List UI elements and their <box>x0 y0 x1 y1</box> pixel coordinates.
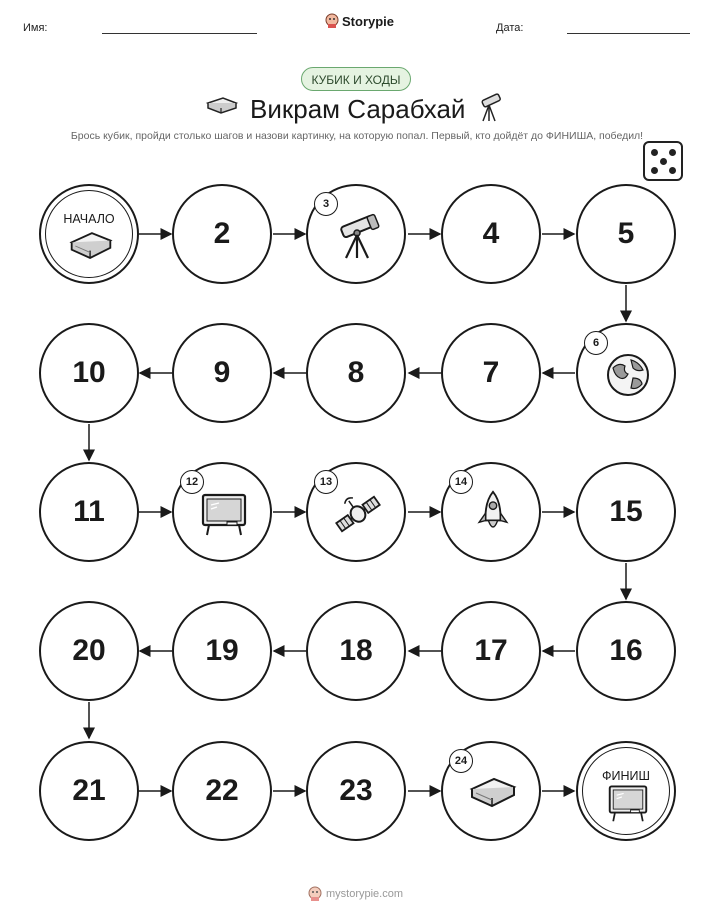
cell-number: 23 <box>339 774 373 807</box>
globe-icon <box>603 350 653 400</box>
picture-cell-14 <box>441 462 541 562</box>
number-cell-23 <box>306 741 406 841</box>
blackboard-icon <box>199 489 249 539</box>
number-cell-11 <box>39 462 139 562</box>
picture-cell-3 <box>306 184 406 284</box>
picture-cell-6 <box>576 323 676 423</box>
number-cell-4 <box>441 184 541 284</box>
book-icon <box>468 768 518 818</box>
cell-number: 7 <box>482 356 500 389</box>
number-cell-8 <box>306 323 406 423</box>
instructions-text: Брось кубик, пройди столько шагов и назови картинку, на которую попал. Первый, кто дойдёт до ФИНИША, победил! <box>70 130 644 142</box>
finish-label: ФИНИШ <box>602 769 650 783</box>
brand-name: Storypie <box>342 13 395 29</box>
cell-number: 10 <box>72 356 106 389</box>
number-cell-10 <box>39 323 139 423</box>
number-cell-18 <box>306 601 406 701</box>
blackboard-icon <box>605 783 651 823</box>
cell-number: 16 <box>609 634 643 667</box>
start-cell <box>39 184 139 284</box>
finish-cell <box>576 741 676 841</box>
number-cell-17 <box>441 601 541 701</box>
storypie-mascot-icon <box>308 886 322 902</box>
cell-number-badge: 12 <box>180 470 204 494</box>
book-icon <box>68 226 114 266</box>
cell-number-badge: 14 <box>449 470 473 494</box>
rocket-icon <box>468 489 518 539</box>
cell-number: 22 <box>205 774 239 807</box>
date-label: Дата: <box>496 22 524 34</box>
picture-cell-13 <box>306 462 406 562</box>
activity-badge: КУБИК И ХОДЫ <box>301 67 411 91</box>
number-cell-19 <box>172 601 272 701</box>
number-cell-7 <box>441 323 541 423</box>
cell-number: 5 <box>617 217 635 250</box>
cell-number: 11 <box>73 495 105 528</box>
cell-number: 2 <box>213 217 231 250</box>
picture-cell-24 <box>441 741 541 841</box>
number-cell-15 <box>576 462 676 562</box>
page-title: Викрам Сарабхай <box>250 94 466 124</box>
number-cell-16 <box>576 601 676 701</box>
cell-number-badge: 6 <box>584 331 608 355</box>
cell-number: 4 <box>482 217 500 250</box>
name-label: Имя: <box>23 22 48 34</box>
footer <box>308 886 403 902</box>
cell-number: 20 <box>72 634 106 667</box>
cell-number: 17 <box>474 634 508 667</box>
number-cell-22 <box>172 741 272 841</box>
satellite-icon <box>333 489 383 539</box>
number-cell-9 <box>172 323 272 423</box>
cell-number: 9 <box>213 356 231 389</box>
cell-number: 21 <box>72 774 106 807</box>
number-cell-21 <box>39 741 139 841</box>
cell-number: 18 <box>339 634 373 667</box>
cell-number-badge: 3 <box>314 192 338 216</box>
footer-url[interactable]: mystorypie.com <box>326 888 404 900</box>
number-cell-2 <box>172 184 272 284</box>
cell-number: 15 <box>609 495 643 528</box>
number-cell-20 <box>39 601 139 701</box>
cell-number: 8 <box>347 356 365 389</box>
cell-number: 19 <box>205 634 239 667</box>
number-cell-5 <box>576 184 676 284</box>
picture-cell-12 <box>172 462 272 562</box>
telescope-icon <box>333 211 383 261</box>
start-label: НАЧАЛО <box>63 212 115 226</box>
cell-number-badge: 13 <box>314 470 338 494</box>
cell-number-badge: 24 <box>449 749 473 773</box>
